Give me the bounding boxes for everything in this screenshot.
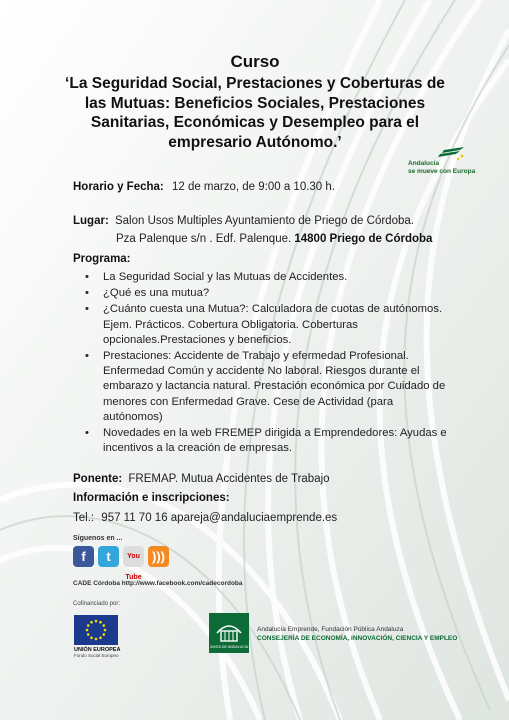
horario-value: 12 de marzo, de 9:00 a 10.30 h.: [171, 181, 335, 193]
cofinanciado-label: Cofinanciado por:: [73, 601, 121, 607]
consejeria-name: CONSEJERÍA DE ECONOMÍA, INNOVACIÓN, CIENCIA Y EMPLEO: [257, 635, 458, 642]
eu-star: [86, 629, 89, 632]
course-title-line: empresario Autónomo.’: [168, 133, 342, 151]
list-item-text: La Seguridad Social y las Mutuas de Accidentes.: [103, 271, 348, 283]
lugar-row: [73, 214, 414, 229]
andalucia-label: Andalucía: [408, 160, 440, 167]
lugar-line1: Salon Usos Multiples Ayuntamiento de Priego de Córdoba.: [114, 215, 414, 227]
eu-star: [90, 621, 93, 624]
eu-star: [95, 620, 98, 623]
horario-label: Horario y Fecha:: [73, 181, 164, 193]
list-item-text: ¿Qué es una mutua?: [103, 287, 210, 300]
eu-star: [102, 624, 105, 627]
list-item: [73, 270, 453, 285]
ponente-value: FREMAP. Mutua Accidentes de Trabajo: [128, 473, 330, 485]
junta-andalucia-logo: [209, 613, 249, 653]
list-item-text: ¿Cuánto cuesta una Mutua?: Calculadora de cuotas de autónomos. Ejem. Prácticos. Cobertura Obligatoria. Coberturas opcionales.Prestaciones y beneficios.: [103, 303, 443, 346]
eu-star: [102, 633, 105, 636]
andalucia-slogan: se mueve con Europa: [408, 168, 476, 175]
eu-star: [99, 621, 102, 624]
list-item: [73, 349, 453, 425]
social-icons: [73, 546, 169, 581]
title-block: [60, 52, 450, 152]
andalucia-emprende-name: Andalucía Emprende, Fundación Pública Andaluza: [257, 626, 404, 633]
cade-link[interactable]: CADE Córdoba http://www.facebook.com/cadecordoba: [73, 580, 243, 587]
bullet: •: [85, 427, 89, 440]
bullet: •: [85, 350, 89, 363]
ponente-row: [73, 472, 330, 487]
lugar-postal: 14800 Priego de Córdoba: [294, 233, 433, 245]
twitter-icon[interactable]: t: [98, 546, 119, 567]
programa-list: [73, 270, 453, 457]
facebook-icon[interactable]: f: [73, 546, 94, 567]
ue-name: UNIÓN EUROPEA: [74, 647, 121, 653]
contacto-value[interactable]: 957 11 70 16 apareja@andaluciaemprende.es: [101, 512, 338, 524]
youtube-icon[interactable]: You Tube: [123, 546, 144, 567]
rss-icon[interactable]: ))): [148, 546, 169, 567]
social-block: [73, 535, 169, 581]
info-row: [73, 491, 230, 506]
list-item: [73, 426, 453, 456]
programa-label: Programa:: [73, 253, 131, 265]
ue-sub: Fondo Social Europeo: [74, 653, 119, 658]
bullet: •: [85, 303, 89, 316]
lugar-label: Lugar:: [73, 215, 109, 227]
ponente-label: Ponente:: [73, 473, 123, 485]
eu-star: [90, 636, 93, 639]
eu-star: [87, 624, 90, 627]
lugar-line2: Pza Palenque s/n . Edf. Palenque.: [116, 233, 295, 245]
info-label: Información e inscripciones:: [73, 492, 230, 504]
social-label: Síguenos en ...: [73, 535, 123, 542]
list-item-text: Novedades en la web FREMEP dirigida a Emprendedores: Ayudas e incentivos a la creación de empresas.: [103, 427, 447, 455]
curso-heading: Curso: [230, 52, 280, 71]
eu-star: [104, 629, 107, 632]
course-title-line: las Mutuas: Beneficios Sociales, Prestaciones: [84, 94, 426, 112]
eu-stars: [74, 615, 118, 645]
course-title-line: ‘La Seguridad Social, Prestaciones y Coberturas de: [65, 75, 445, 92]
eu-flag-icon: [74, 615, 118, 645]
tel-label: Tel.:: [73, 512, 95, 524]
list-item-text: Prestaciones: Accidente de Trabajo y efermedad Profesional. Enfermedad Común y accidente No laboral. Riesgos durante el embarazo y lactancia natural. Prestación económica por Cuidado de menores con Enfermedad Grave. Cese de Actividad (para autónomos): [103, 350, 446, 423]
ue-logo: [74, 615, 124, 658]
list-item: [73, 286, 453, 301]
andalucia-europa-logo: [408, 147, 476, 181]
eu-star: [95, 638, 98, 641]
course-title: [60, 74, 450, 152]
list-item: [73, 302, 453, 348]
eu-star: [87, 633, 90, 636]
contacto-row: [73, 511, 337, 526]
course-title-line: Sanitarias, Económicas y Desempleo para el: [90, 114, 420, 131]
programa-row: [73, 252, 131, 267]
eu-star: [99, 636, 102, 639]
bullet: •: [85, 287, 89, 300]
andalucia-stripes-icon: [430, 147, 466, 161]
horario-row: [73, 180, 335, 195]
bullet: •: [85, 271, 89, 283]
lugar-row-2: [116, 232, 432, 247]
junta-label: JUNTA DE ANDALUCIA: [209, 645, 249, 649]
